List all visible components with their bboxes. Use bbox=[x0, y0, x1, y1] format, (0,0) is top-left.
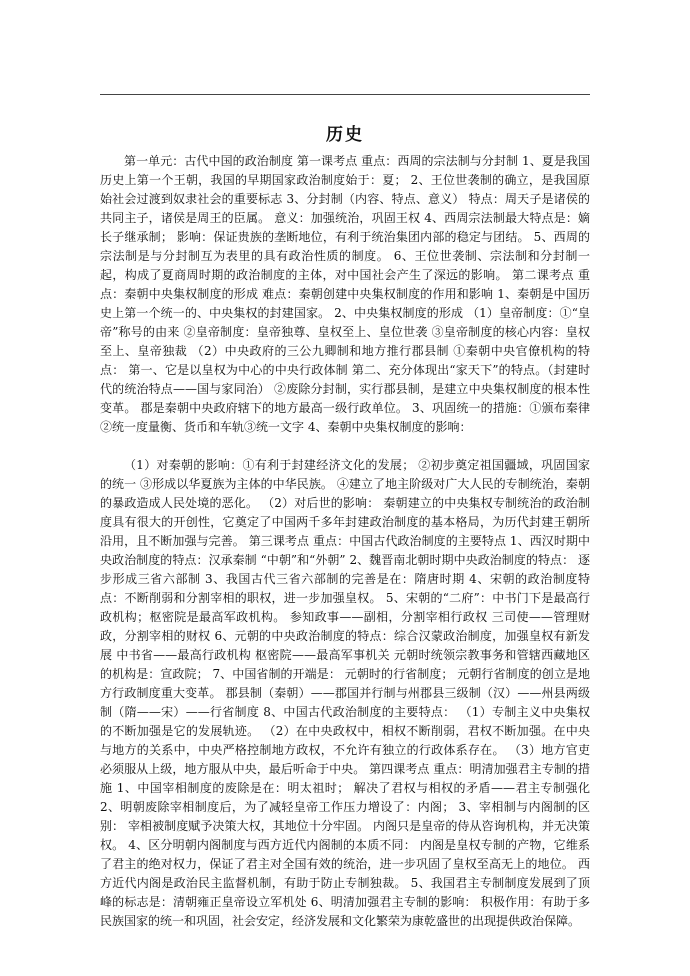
header-rule bbox=[100, 94, 590, 95]
paragraph-2: （1）对秦朝的影响：①有利于封建经济文化的发展； ②初步奠定祖国疆域，巩固国家的统一 ③形成以华夏族为主体的中华民族。 ④建立了地主阶级对广大人民的专制统治，秦朝的暴政造成人民处境的恶化。 （2）对后世的影响： 秦朝建立的中央集权专制统治的政治制度具有很大的开创性，它奠定了中国两千多年封建政治制度的基本格局，为历代封建王朝所沿用，且不断加强与完善。 第三课考点 重点：中国古代政治制度的主要特点 1、西汉时期中央政治制度的特点：汉承秦制 “中朝”和“外朝” 2、魏晋南北朝时期中央政治制度的特点： 逐步形成三省六部制 3、我国古代三省六部制的完善是在：隋唐时期 4、宋朝的政治制度特点：不断削弱和分割宰相的职权，进一步加强皇权。 5、宋朝的“二府”：中书门下是最高行政机构；枢密院是最高军政机构。 参知政事——副相，分割宰相行政权 三司使——管理财政，分割宰相的财权 6、元朝的中央政治制度的特点：综合汉蒙政治制度，加强皇权有新发展 中书省——最高行政机构 枢密院——最高军事机关 元朝时统领宗教事务和管辖西藏地区的机构是：宣政院； 7、中国省制的开端是： 元朝时的行省制度； 元朝行省制度的创立是地方行政制度重大变革。 郡县制（秦朝）——郡国并行制与州郡县三级制（汉）——州县两级制（隋——宋）——行省制度 8、中国古代政治制度的主要特点： （1）专制主义中央集权的不断加强是它的发展轨迹。 （2）在中央政权中，相权不断削弱，君权不断加强。在中央与地方的关系中，中央严格控制地方政权，不允许有独立的行政体系存在。 （3）地方官吏必须服从上级，地方服从中央，最后听命于中央。 第四课考点 重点：明清加强君主专制的措施 1、中国宰相制度的废除是在：明太祖时； 解决了君权与相权的矛盾——君主专制强化 2、明朝废除宰相制度后，为了减轻皇帝工作压力增设了：内阁； 3、宰相制与内阁制的区别： 宰相被制度赋予决策大权，其地位十分牢固。 内阁只是皇帝的侍从咨询机构，并无决策权。 4、区分明朝内阁制度与西方近代内阁制的本质不同： 内阁是皇权专制的产物，它维系了君主的绝对权力，保证了君主对全国有效的统治，进一步巩固了皇权至高无上的地位。 西方近代内阁是政治民主监督机制，有助于防止专制独裁。 5、我国君主专制制度发展到了顶峰的标志是：清朝雍正皇帝设立军机处 6、明清加强君主专制的影响： 积极作用：有助于多民族国家的统一和巩固，社会安定，经济发展和文化繁荣为康乾盛世的出现提供政治保障。 bbox=[100, 458, 590, 928]
document-body bbox=[100, 152, 590, 931]
paragraph-1: 第一单元：古代中国的政治制度 第一课考点 重点：西周的宗法制与分封制 1、夏是我国历史上第一个王朝，我国的早期国家政治制度始于：夏； 2、王位世袭制的确立，是我国原始社会过渡到奴隶社会的重要标志 3、分封制（内容、特点、意义） 特点：周天子是诸侯的共同主子，诸侯是周王的臣属。 意义：加强统治，巩固王权 4、西周宗法制最大特点是：嫡长子继承制； 影响：保证贵族的垄断地位，有利于统治集团内部的稳定与团结。 5、西周的宗法制是与分封制互为表里的具有政治性质的制度。 6、王位世袭制、宗法制和分封制一起，构成了夏商周时期的政治制度的主体，对中国社会产生了深远的影响。 第二课考点 重点：秦朝中央集权制度的形成 难点：秦朝创建中央集权制度的作用和影响 1、秦朝是中国历史上第一个统一的、中央集权的封建国家。 2、中央集权制度的形成 （1）皇帝制度：①“皇帝”称号的由来 ②皇帝制度：皇帝独尊、皇权至上、皇位世袭 ③皇帝制度的核心内容：皇权至上、皇帝独裁 （2）中央政府的三公九卿制和地方推行郡县制 ①秦朝中央官僚机构的特点： 第一、它是以皇权为中心的中央行政体制 第二、充分体现出“家天下”的特点。（封建时代的统治特点——国与家同治） ②废除分封制，实行郡县制，是建立中央集权制度的根本性变革。 郡是秦朝中央政府辖下的地方最高一级行政单位。 3、巩固统一的措施：①颁布秦律②统一度量衡、货币和车轨③统一文字 4、秦朝中央集权制度的影响： bbox=[100, 154, 590, 434]
page-title: 历史 bbox=[326, 125, 364, 145]
